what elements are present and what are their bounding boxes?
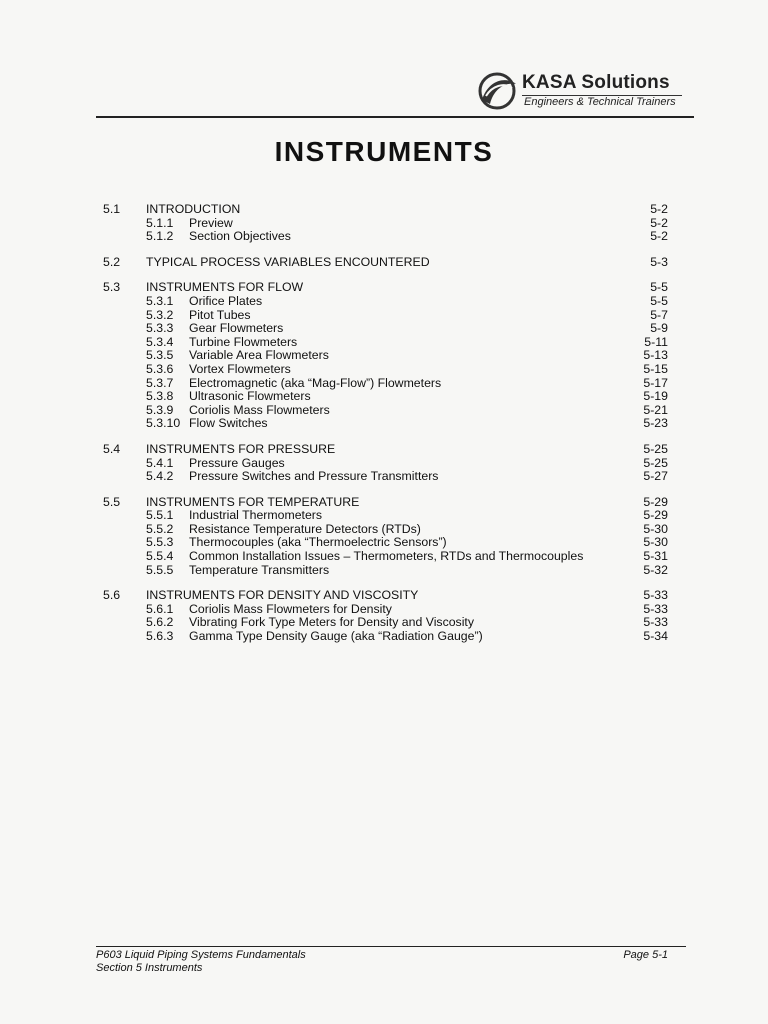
toc-subsection bbox=[96, 616, 674, 630]
toc-page-number: 5-2 bbox=[650, 215, 668, 230]
toc-subsection bbox=[96, 377, 674, 391]
toc-section-number: 5.1 bbox=[103, 202, 121, 216]
toc-subsection bbox=[96, 550, 674, 564]
toc-subsection bbox=[96, 630, 674, 644]
toc-section-title: INSTRUMENTS FOR PRESSURE bbox=[146, 441, 336, 456]
toc-subsection-title: Vibrating Fork Type Meters for Density and Viscosity bbox=[189, 615, 475, 630]
toc-subsection-title: Pressure Gauges bbox=[189, 455, 285, 470]
toc-subsection bbox=[96, 404, 674, 418]
toc-subsection bbox=[96, 309, 674, 323]
company-logo bbox=[476, 68, 696, 114]
toc-section-heading bbox=[96, 443, 674, 457]
toc-page-number: 5-25 bbox=[643, 441, 668, 456]
toc-subsection bbox=[96, 217, 674, 231]
logo-company-name: KASA Solutions bbox=[522, 72, 670, 93]
toc-section-number: 5.6 bbox=[103, 588, 121, 603]
toc-subsection-number: 5.3.9 bbox=[146, 402, 174, 417]
footer-section: Section 5 Instruments bbox=[96, 962, 203, 974]
toc-section bbox=[96, 589, 674, 643]
toc-subsection bbox=[96, 509, 674, 523]
toc-subsection bbox=[96, 417, 674, 431]
toc-page-number: 5-32 bbox=[643, 562, 668, 577]
toc-subsection bbox=[96, 322, 674, 336]
toc-page-number: 5-25 bbox=[643, 455, 668, 470]
header-divider bbox=[96, 116, 694, 118]
toc-section-number: 5.3 bbox=[103, 280, 121, 295]
logo-tagline: Engineers & Technical Trainers bbox=[524, 96, 676, 108]
toc-subsection bbox=[96, 363, 674, 377]
toc-subsection-number: 5.6.1 bbox=[146, 601, 174, 616]
toc-subsection-number: 5.3.1 bbox=[146, 293, 174, 308]
toc-page-number: 5-5 bbox=[650, 280, 668, 295]
toc-page-number: 5-31 bbox=[643, 549, 668, 564]
toc-subsection-title: Resistance Temperature Detectors (RTDs) bbox=[189, 521, 421, 536]
toc-section-heading bbox=[96, 589, 674, 603]
toc-subsection-title: Ultrasonic Flowmeters bbox=[189, 389, 311, 404]
toc-subsection-number: 5.6.3 bbox=[146, 629, 174, 644]
toc-section bbox=[96, 443, 674, 484]
toc-subsection-number: 5.3.10 bbox=[146, 416, 181, 431]
toc-subsection-title: Section Objectives bbox=[189, 229, 291, 244]
footer-page-number: Page 5-1 bbox=[623, 949, 668, 961]
toc-subsection-title: Pitot Tubes bbox=[189, 307, 251, 322]
toc-subsection bbox=[96, 230, 674, 244]
footer-divider bbox=[96, 946, 686, 947]
toc-subsection-title: Common Installation Issues – Thermometers, RTDs and Thermocouples bbox=[189, 549, 584, 564]
toc-subsection bbox=[96, 564, 674, 578]
toc-page-number: 5-23 bbox=[643, 416, 668, 431]
toc-subsection-number: 5.1.2 bbox=[146, 229, 174, 244]
toc-subsection bbox=[96, 603, 674, 617]
toc-subsection-title: Pressure Switches and Pressure Transmitters bbox=[189, 469, 439, 484]
toc-section-number: 5.4 bbox=[103, 441, 121, 456]
toc-subsection-number: 5.3.4 bbox=[146, 334, 174, 349]
toc-section-heading bbox=[96, 496, 674, 510]
toc-subsection-title: Thermocouples (aka “Thermoelectric Sensors”) bbox=[189, 535, 447, 550]
toc-subsection bbox=[96, 523, 674, 537]
toc-subsection-title: Industrial Thermometers bbox=[189, 508, 323, 523]
toc-page-number: 5-21 bbox=[643, 402, 668, 417]
toc-section-heading bbox=[96, 203, 674, 217]
toc-section-heading bbox=[96, 281, 674, 295]
toc-subsection-title: Preview bbox=[189, 215, 233, 230]
toc-page-number: 5-5 bbox=[650, 293, 668, 308]
toc-subsection-number: 5.3.3 bbox=[146, 321, 174, 336]
toc-page-number: 5-3 bbox=[650, 254, 668, 269]
toc-section-title: INTRODUCTION bbox=[146, 202, 241, 216]
kasa-swoosh-logo-icon bbox=[476, 70, 520, 112]
toc-subsection bbox=[96, 390, 674, 404]
toc-page-number: 5-11 bbox=[644, 334, 668, 349]
toc-subsection-title: Variable Area Flowmeters bbox=[189, 348, 329, 363]
toc-subsection-number: 5.1.1 bbox=[146, 215, 174, 230]
toc-subsection bbox=[96, 295, 674, 309]
toc-subsection-number: 5.3.7 bbox=[146, 375, 174, 390]
toc-page-number: 5-17 bbox=[643, 375, 668, 390]
toc-subsection-title: Electromagnetic (aka “Mag-Flow”) Flowmeters bbox=[189, 375, 442, 390]
toc-subsection-number: 5.6.2 bbox=[146, 615, 174, 630]
footer-course: P603 Liquid Piping Systems Fundamentals bbox=[96, 949, 306, 961]
table-of-contents bbox=[96, 203, 674, 656]
toc-page-number: 5-27 bbox=[643, 469, 668, 484]
toc-subsection bbox=[96, 470, 674, 484]
toc-subsection bbox=[96, 336, 674, 350]
toc-section bbox=[96, 281, 674, 431]
toc-subsection-number: 5.5.3 bbox=[146, 535, 174, 550]
toc-subsection-title: Coriolis Mass Flowmeters for Density bbox=[189, 601, 392, 616]
toc-page-number: 5-33 bbox=[643, 615, 668, 630]
toc-section-title: INSTRUMENTS FOR DENSITY AND VISCOSITY bbox=[146, 588, 419, 603]
toc-section-title: INSTRUMENTS FOR FLOW bbox=[146, 280, 304, 295]
toc-subsection-title: Flow Switches bbox=[189, 416, 268, 431]
toc-subsection-number: 5.5.4 bbox=[146, 549, 174, 564]
toc-subsection-title: Vortex Flowmeters bbox=[189, 361, 291, 376]
toc-page-number: 5-29 bbox=[643, 494, 668, 509]
toc-page-number: 5-15 bbox=[643, 361, 668, 376]
toc-page-number: 5-30 bbox=[643, 535, 668, 550]
toc-subsection bbox=[96, 536, 674, 550]
toc-section bbox=[96, 256, 674, 270]
toc-page-number: 5-34 bbox=[643, 629, 668, 644]
page-title: INSTRUMENTS bbox=[274, 136, 494, 167]
toc-subsection-title: Coriolis Mass Flowmeters bbox=[189, 402, 330, 417]
toc-subsection-title: Gamma Type Density Gauge (aka “Radiation Gauge”) bbox=[189, 629, 483, 644]
toc-subsection-number: 5.3.5 bbox=[146, 348, 174, 363]
toc-section-number: 5.5 bbox=[103, 494, 121, 509]
toc-subsection-number: 5.5.5 bbox=[146, 562, 174, 577]
toc-subsection-number: 5.5.2 bbox=[146, 521, 174, 536]
toc-page-number: 5-9 bbox=[650, 321, 668, 336]
toc-page-number: 5-13 bbox=[643, 348, 668, 363]
toc-subsection-number: 5.4.2 bbox=[146, 469, 174, 484]
toc-page-number: 5-33 bbox=[643, 601, 668, 616]
toc-page-number: 5-29 bbox=[643, 508, 668, 523]
toc-section bbox=[96, 496, 674, 578]
toc-page-number: 5-19 bbox=[643, 389, 668, 404]
toc-page-number: 5-2 bbox=[650, 229, 668, 244]
footer-left bbox=[96, 949, 306, 975]
toc-subsection bbox=[96, 457, 674, 471]
toc-subsection-number: 5.5.1 bbox=[146, 508, 174, 523]
toc-section-number: 5.2 bbox=[103, 254, 121, 269]
toc-section-title: INSTRUMENTS FOR TEMPERATURE bbox=[146, 494, 360, 509]
toc-page-number: 5-7 bbox=[650, 307, 668, 322]
toc-subsection-title: Turbine Flowmeters bbox=[189, 334, 298, 349]
toc-section-title: TYPICAL PROCESS VARIABLES ENCOUNTERED bbox=[146, 254, 430, 269]
toc-subsection-title: Orifice Plates bbox=[189, 293, 263, 308]
toc-subsection-title: Temperature Transmitters bbox=[189, 562, 330, 577]
toc-subsection bbox=[96, 349, 674, 363]
toc-page-number: 5-30 bbox=[643, 521, 668, 536]
toc-subsection-number: 5.3.8 bbox=[146, 389, 174, 404]
toc-page-number: 5-33 bbox=[643, 588, 668, 603]
toc-page-number: 5-2 bbox=[650, 202, 668, 216]
toc-subsection-number: 5.4.1 bbox=[146, 455, 174, 470]
toc-subsection-number: 5.3.2 bbox=[146, 307, 174, 322]
toc-section bbox=[96, 203, 674, 244]
toc-section-heading bbox=[96, 256, 674, 270]
toc-subsection-title: Gear Flowmeters bbox=[189, 321, 284, 336]
toc-subsection-number: 5.3.6 bbox=[146, 361, 174, 376]
